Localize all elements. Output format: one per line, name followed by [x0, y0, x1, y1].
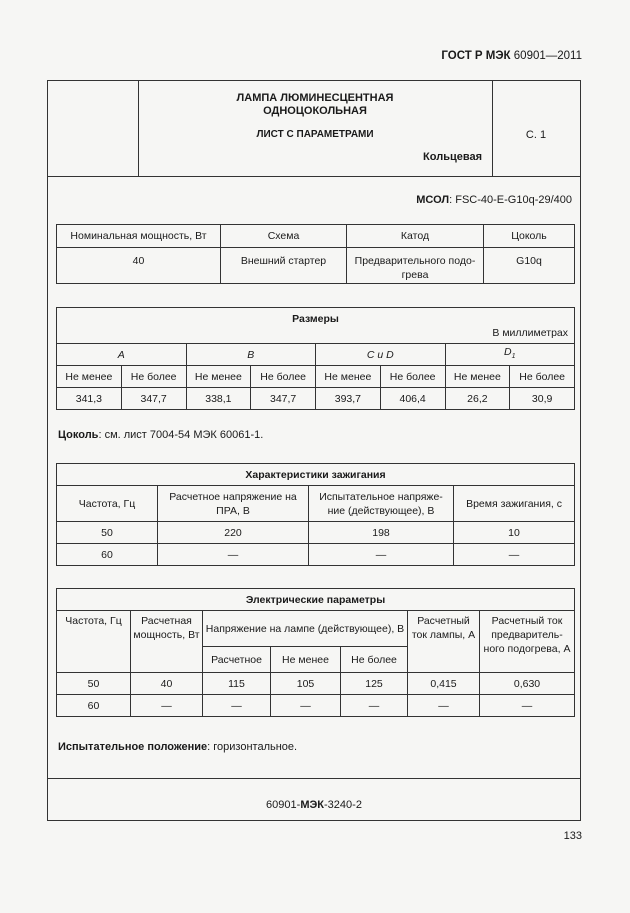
- ignition-cell: —: [309, 544, 454, 566]
- dim-value: 338,1: [186, 388, 251, 410]
- base-note-label: Цоколь: [58, 429, 99, 441]
- dim-value: 347,7: [121, 388, 186, 410]
- mcol-value: : FSC-40-E-G10q-29/400: [449, 194, 572, 206]
- dim-value: 341,3: [57, 388, 122, 410]
- dim-value: 406,4: [380, 388, 445, 410]
- circuit-value: Внешний стартер: [221, 248, 347, 284]
- mcol-label: МСОЛ: [416, 194, 450, 206]
- electrical-cell: —: [408, 695, 480, 717]
- dim-group-b: B: [186, 344, 316, 366]
- electrical-cell: 105: [271, 673, 341, 695]
- electrical-cell: 125: [341, 673, 408, 695]
- electrical-header-frequency: Частота, Гц: [57, 611, 131, 673]
- dimensions-title: Размеры: [292, 313, 339, 325]
- dim-sub-header: Не менее: [57, 366, 122, 388]
- ignition-cell: 50: [57, 522, 158, 544]
- lamp-shape: Кольцевая: [423, 151, 482, 163]
- sheet-code-part-2: МЭК: [300, 799, 325, 811]
- electrical-cell: —: [271, 695, 341, 717]
- header-base: Цоколь: [484, 225, 575, 248]
- header-title-cell: [138, 81, 493, 176]
- sheet-header: [48, 81, 580, 177]
- electrical-header-preheat: Расчетный ток предваритель-ного подогрева, А: [480, 611, 575, 673]
- dim-group-c-d: C и D: [316, 344, 446, 366]
- sheet-page: С. 1: [525, 129, 547, 141]
- dim-value: 347,7: [251, 388, 316, 410]
- electrical-header-voltage: Напряжение на лампе (действующее), В: [203, 611, 408, 647]
- lamp-title: [138, 92, 492, 118]
- ignition-title: Характеристики зажигания: [57, 464, 575, 486]
- header-rated-power: Номинальная мощность, Вт: [57, 225, 221, 248]
- test-position-label: Испытательное положение: [58, 741, 208, 753]
- dim-sub-header: Не более: [380, 366, 445, 388]
- electrical-cell: —: [131, 695, 203, 717]
- cathode-value: Предварительного подо-грева: [347, 248, 484, 284]
- electrical-cell: 50: [57, 673, 131, 695]
- electrical-cell: —: [203, 695, 271, 717]
- test-position-note: [58, 741, 297, 753]
- dim-group-a: A: [57, 344, 187, 366]
- dim-group-d1-letter: D: [504, 345, 512, 358]
- base-value: G10q: [484, 248, 575, 284]
- sheet-code: [48, 799, 580, 811]
- header-circuit: Схема: [221, 225, 347, 248]
- electrical-cell: 0,630: [480, 673, 575, 695]
- ignition-header-ballast-voltage: Расчетное напряжение на ПРА, В: [158, 486, 309, 522]
- ignition-header-time: Время зажигания, с: [454, 486, 575, 522]
- electrical-cell: 115: [203, 673, 271, 695]
- electrical-cell: 60: [57, 695, 131, 717]
- standard-prefix: ГОСТ Р МЭК: [441, 50, 511, 62]
- rated-power-value: 40: [57, 248, 221, 284]
- electrical-cell: 40: [131, 673, 203, 695]
- base-note: [58, 429, 263, 441]
- ignition-cell: 10: [454, 522, 575, 544]
- ignition-header-frequency: Частота, Гц: [57, 486, 158, 522]
- sheet-code-part-1: 60901-: [266, 799, 301, 811]
- sheet-label: ЛИСТ С ПАРАМЕТРАМИ: [256, 129, 374, 140]
- ignition-table: [56, 463, 575, 566]
- header-page-cell: [492, 81, 580, 176]
- header-blank-cell: [48, 81, 139, 176]
- dimensions-unit: В миллиметрах: [492, 327, 568, 339]
- page-number: 133: [563, 830, 582, 842]
- dim-sub-header: Не более: [510, 366, 575, 388]
- voltage-sub-header: Не более: [341, 647, 408, 673]
- title-line-1: ЛАМПА ЛЮМИНЕСЦЕНТНАЯ: [236, 92, 394, 104]
- electrical-table: [56, 588, 575, 717]
- main-parameters-table: [56, 224, 575, 284]
- parameter-sheet-frame: [47, 80, 581, 821]
- dimensions-title-cell: [57, 308, 575, 344]
- footer-divider: [48, 778, 580, 779]
- voltage-sub-header: Расчетное: [203, 647, 271, 673]
- header-cathode: Катод: [347, 225, 484, 248]
- dim-sub-header: Не менее: [445, 366, 510, 388]
- dim-value: 30,9: [510, 388, 575, 410]
- electrical-cell: —: [341, 695, 408, 717]
- dim-group-d1-subscript: 1: [511, 353, 516, 361]
- dim-sub-header: Не более: [251, 366, 316, 388]
- electrical-cell: —: [480, 695, 575, 717]
- dim-sub-header: Не менее: [186, 366, 251, 388]
- electrical-header-power: Расчетная мощность, Вт: [131, 611, 203, 673]
- sheet-code-part-3: -3240-2: [324, 799, 362, 811]
- dimensions-table: [56, 307, 575, 410]
- ignition-cell: —: [454, 544, 575, 566]
- dim-value: 26,2: [445, 388, 510, 410]
- test-position-text: : горизонтальное.: [207, 741, 298, 753]
- electrical-cell: 0,415: [408, 673, 480, 695]
- dim-sub-header: Не более: [121, 366, 186, 388]
- standard-header: [441, 50, 582, 62]
- ignition-cell: 220: [158, 522, 309, 544]
- ignition-cell: —: [158, 544, 309, 566]
- dim-group-d1: [445, 344, 575, 366]
- electrical-title: Электрические параметры: [57, 589, 575, 611]
- dim-value: 393,7: [316, 388, 381, 410]
- voltage-sub-header: Не менее: [271, 647, 341, 673]
- standard-number: 60901—2011: [513, 50, 582, 62]
- base-note-text: : см. лист 7004-54 МЭК 60061-1.: [98, 429, 264, 441]
- ignition-cell: 198: [309, 522, 454, 544]
- ignition-header-test-voltage: Испытательное напряже-ние (действующее), В: [309, 486, 454, 522]
- ignition-cell: 60: [57, 544, 158, 566]
- dim-sub-header: Не менее: [316, 366, 381, 388]
- mcol-designation: [416, 194, 572, 206]
- title-line-2: ОДНОЦОКОЛЬНАЯ: [263, 105, 367, 117]
- electrical-header-current: Расчетный ток лампы, А: [408, 611, 480, 673]
